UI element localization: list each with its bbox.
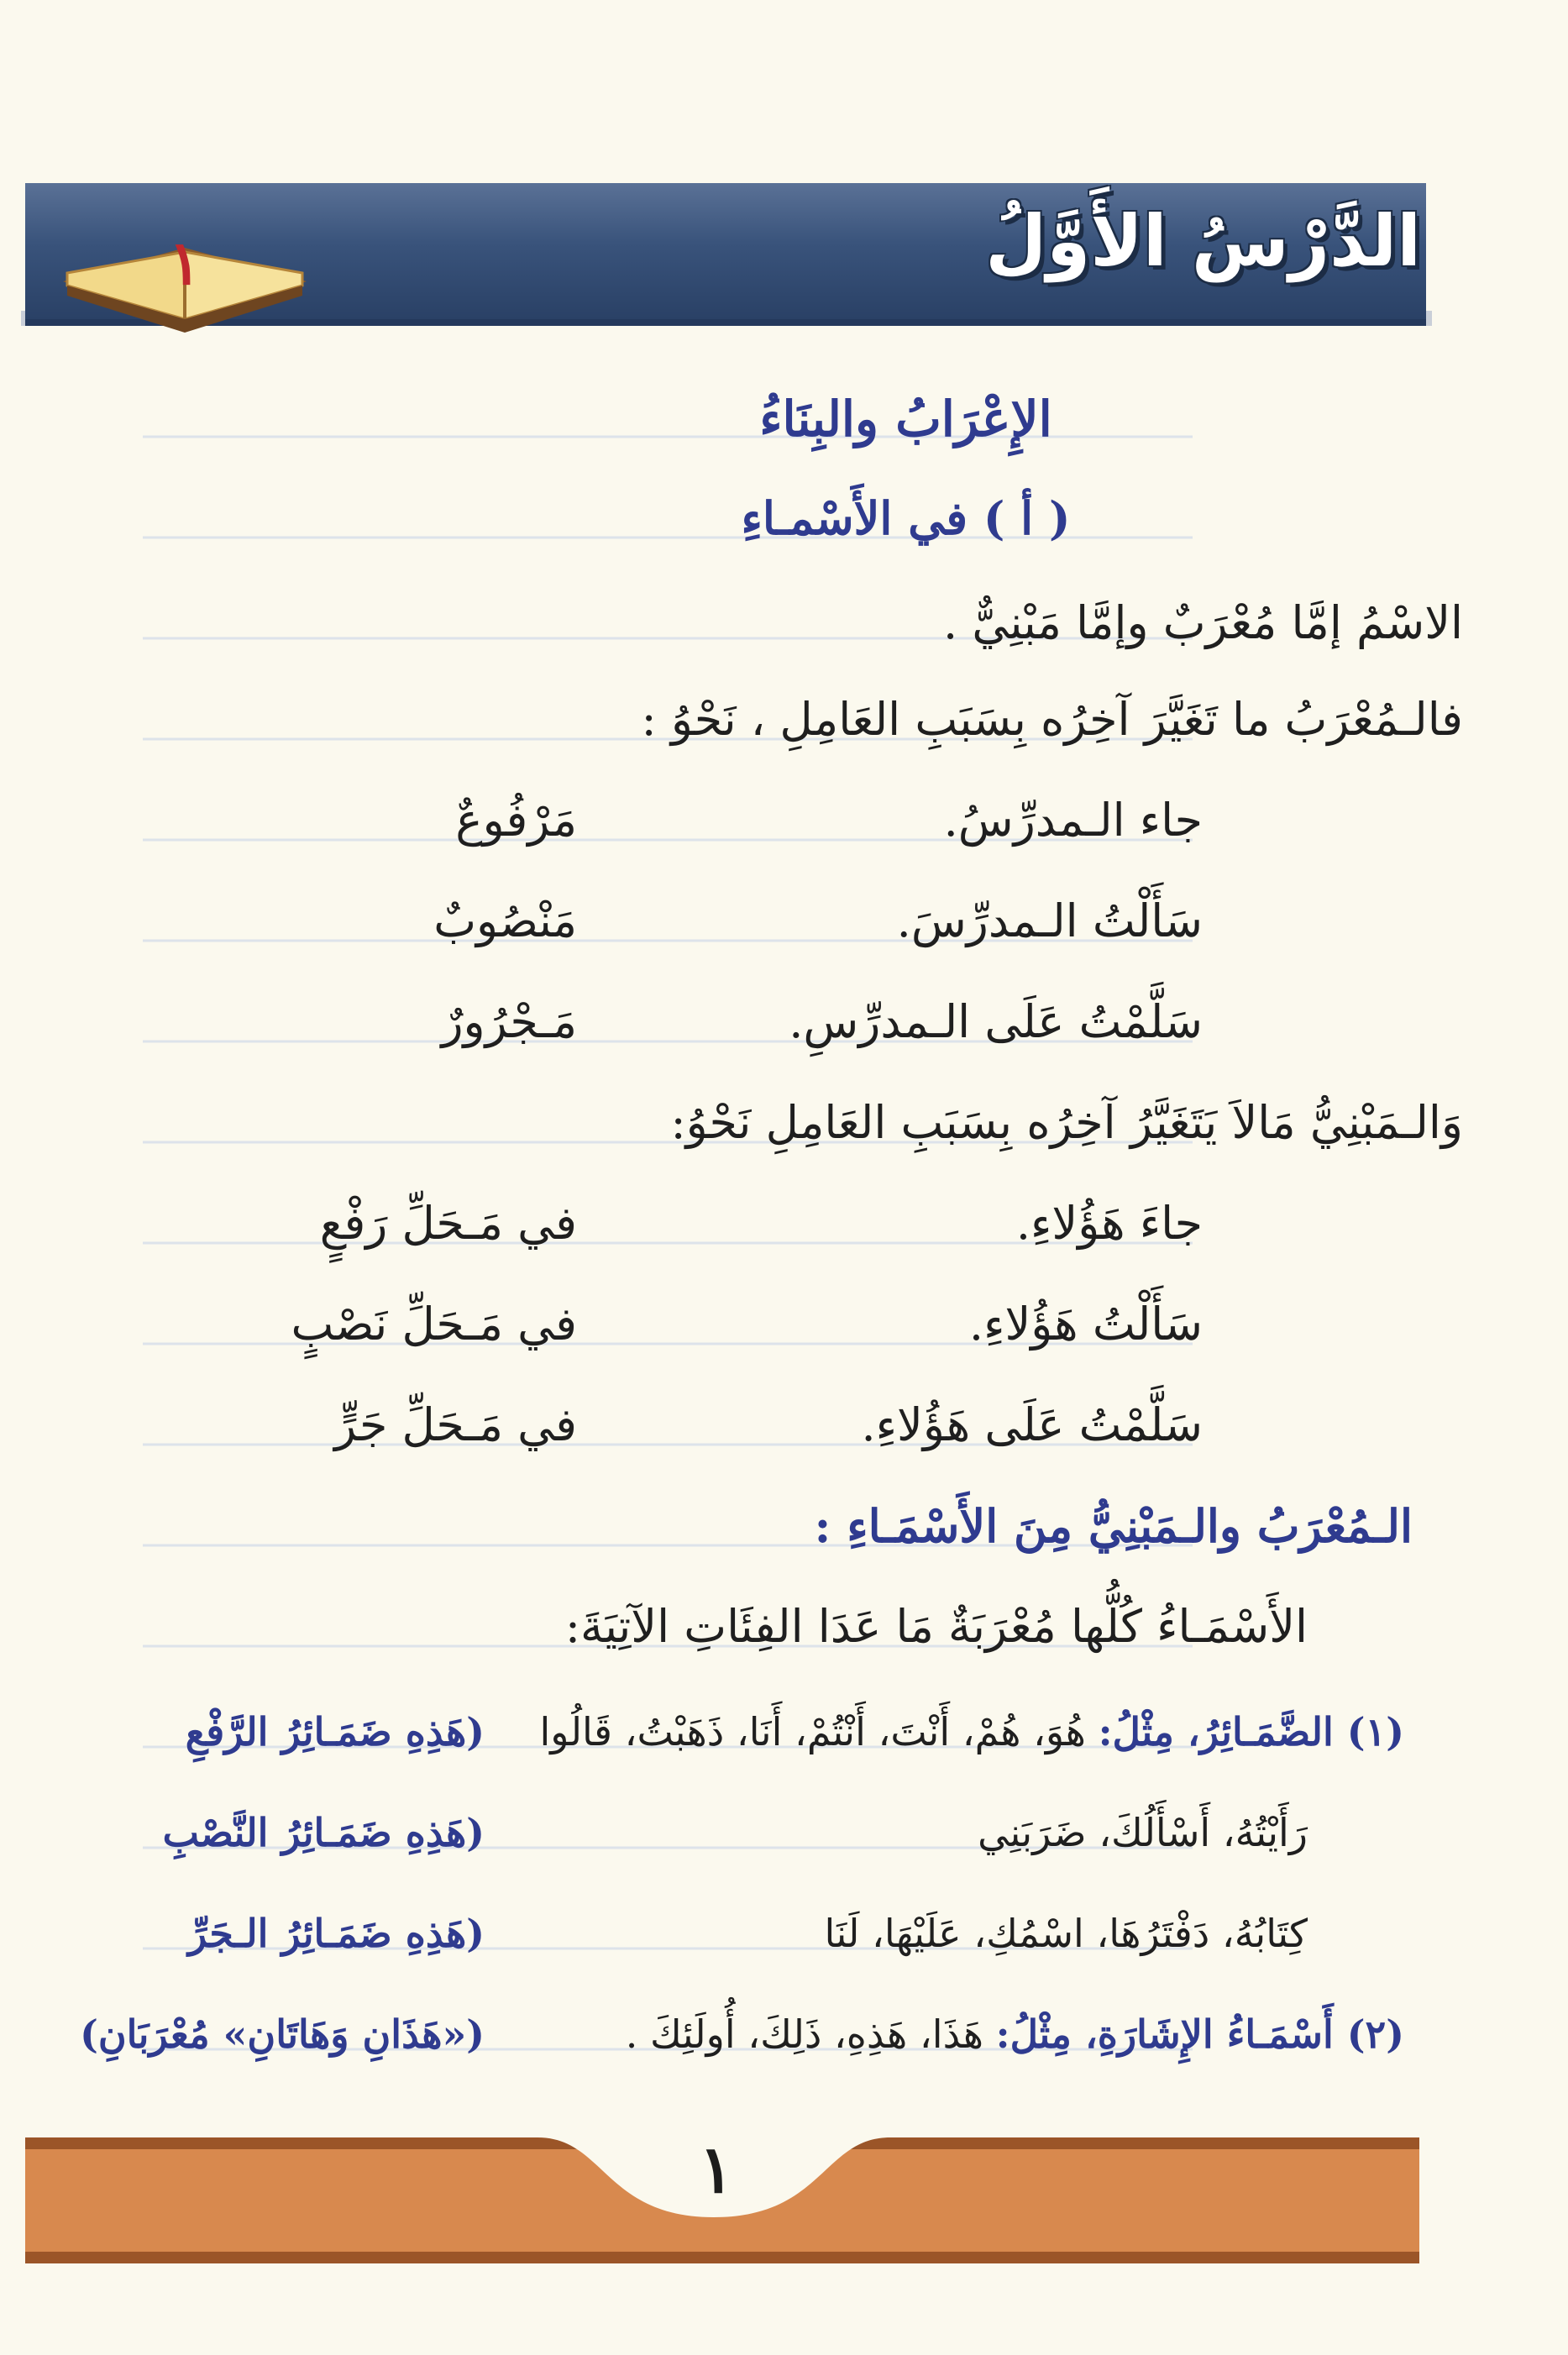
mu3rab-example-sentence: سَأَلْتُ الـمدرِّسَ. bbox=[896, 894, 1203, 947]
mabni-example-sentence: سَأَلْتُ هَؤُلاءِ. bbox=[968, 1298, 1203, 1351]
mabni-example-case: في مَـحَلِّ نَصْبٍ bbox=[291, 1298, 577, 1351]
lesson-title: الدَّرْسُ الأَوَّلُ bbox=[985, 200, 1421, 282]
lesson-number: ١ bbox=[168, 227, 202, 298]
pronouns-raf-examples: هُوَ، هُمْ، أَنْتَ، أَنْتُمْ، أَنَا، ذَهَبْتُ، قَالُوا bbox=[539, 1709, 1086, 1754]
mu3rab-example-case: مَنْصُوبٌ bbox=[433, 894, 577, 947]
mabni-example-sentence: سَلَّمْتُ عَلَى هَؤُلاءِ. bbox=[861, 1398, 1203, 1451]
section-heading: الـمُعْرَبُ والـمَبْنِيُّ مِنَ الأَسْمَـاءِ : bbox=[814, 1499, 1413, 1553]
pronouns-nasb-note: (هَذِهِ ضَمَـائِرُ النَّصْبِ bbox=[162, 1810, 485, 1855]
sub-title: ( أ ) في الأَسْمـاءِ bbox=[741, 491, 1071, 545]
mu3rab-example-sentence: سَلَّمْتُ عَلَى الـمدرِّسِ. bbox=[789, 995, 1203, 1048]
pronouns-raf-line bbox=[539, 1709, 1404, 1754]
mu3rab-example-case: مَرْفُوعٌ bbox=[455, 794, 577, 847]
mu3rab-example-case: مَـجْرُورٌ bbox=[441, 995, 577, 1048]
main-title: الإِعْرَابُ والبِنَاءُ bbox=[759, 391, 1052, 448]
pronouns-jarr-note: (هَذِهِ ضَمَـائِرُ الـجَرِّ bbox=[188, 1911, 485, 1956]
demonstratives-examples: هَذَا، هَذِهِ، ذَلِكَ، أُولَئِكَ . bbox=[625, 2011, 983, 2057]
intro-line-2: فالـمُعْرَبُ ما تَغَيَّرَ آخِرُه بِسَبَبِ العَامِلِ ، نَحْوُ : bbox=[641, 693, 1463, 746]
pronouns-label: (١) الضَّمَـائِرُ، مِثْلُ: bbox=[1098, 1709, 1404, 1754]
demonstratives-note: («هَذَانِ وَهَاتَانِ» مُعْرَبَانِ) bbox=[80, 2011, 485, 2057]
page-number: ١ bbox=[699, 2132, 734, 2208]
mabni-intro: وَالـمَبْنِيُّ مَالاَ يَتَغَيَّرُ آخِرُه بِسَبَبِ العَامِلِ نَحْوُ: bbox=[670, 1096, 1463, 1149]
mabni-example-sentence: جاءَ هَؤُلاءِ. bbox=[1015, 1197, 1203, 1250]
mabni-example-case: في مَـحَلِّ رَفْعٍ bbox=[319, 1197, 577, 1250]
pronouns-jarr-examples: كِتَابُهُ، دَفْتَرُهَا، اسْمُكِ، عَلَيْهَا، لَنَا bbox=[824, 1911, 1308, 1956]
footer-band bbox=[0, 2116, 1568, 2284]
mu3rab-example-sentence: جاء الـمدرِّسُ. bbox=[943, 794, 1203, 847]
pronouns-raf-note: (هَذِهِ ضَمَـائِرُ الرَّفْعِ bbox=[185, 1709, 485, 1754]
mabni-example-case: في مَـحَلِّ جَرٍّ bbox=[334, 1398, 577, 1451]
section-intro: الأَسْمَـاءُ كُلُّها مُعْرَبَةٌ مَا عَدَا الفِئَاتِ الآتِيَةَ: bbox=[564, 1600, 1308, 1653]
demonstratives-line bbox=[626, 2011, 1404, 2057]
pronouns-nasb-examples: رَأَيْتُهُ، أَسْأَلُكَ، ضَرَبَنِي bbox=[978, 1810, 1308, 1855]
intro-line-1: الاسْمُ إمَّا مُعْرَبٌ وإمَّا مَبْنِيٌّ . bbox=[943, 596, 1463, 649]
demonstratives-label: (٢) أَسْمَـاءُ الإِشَارَةِ، مِثْلُ: bbox=[995, 2011, 1404, 2057]
